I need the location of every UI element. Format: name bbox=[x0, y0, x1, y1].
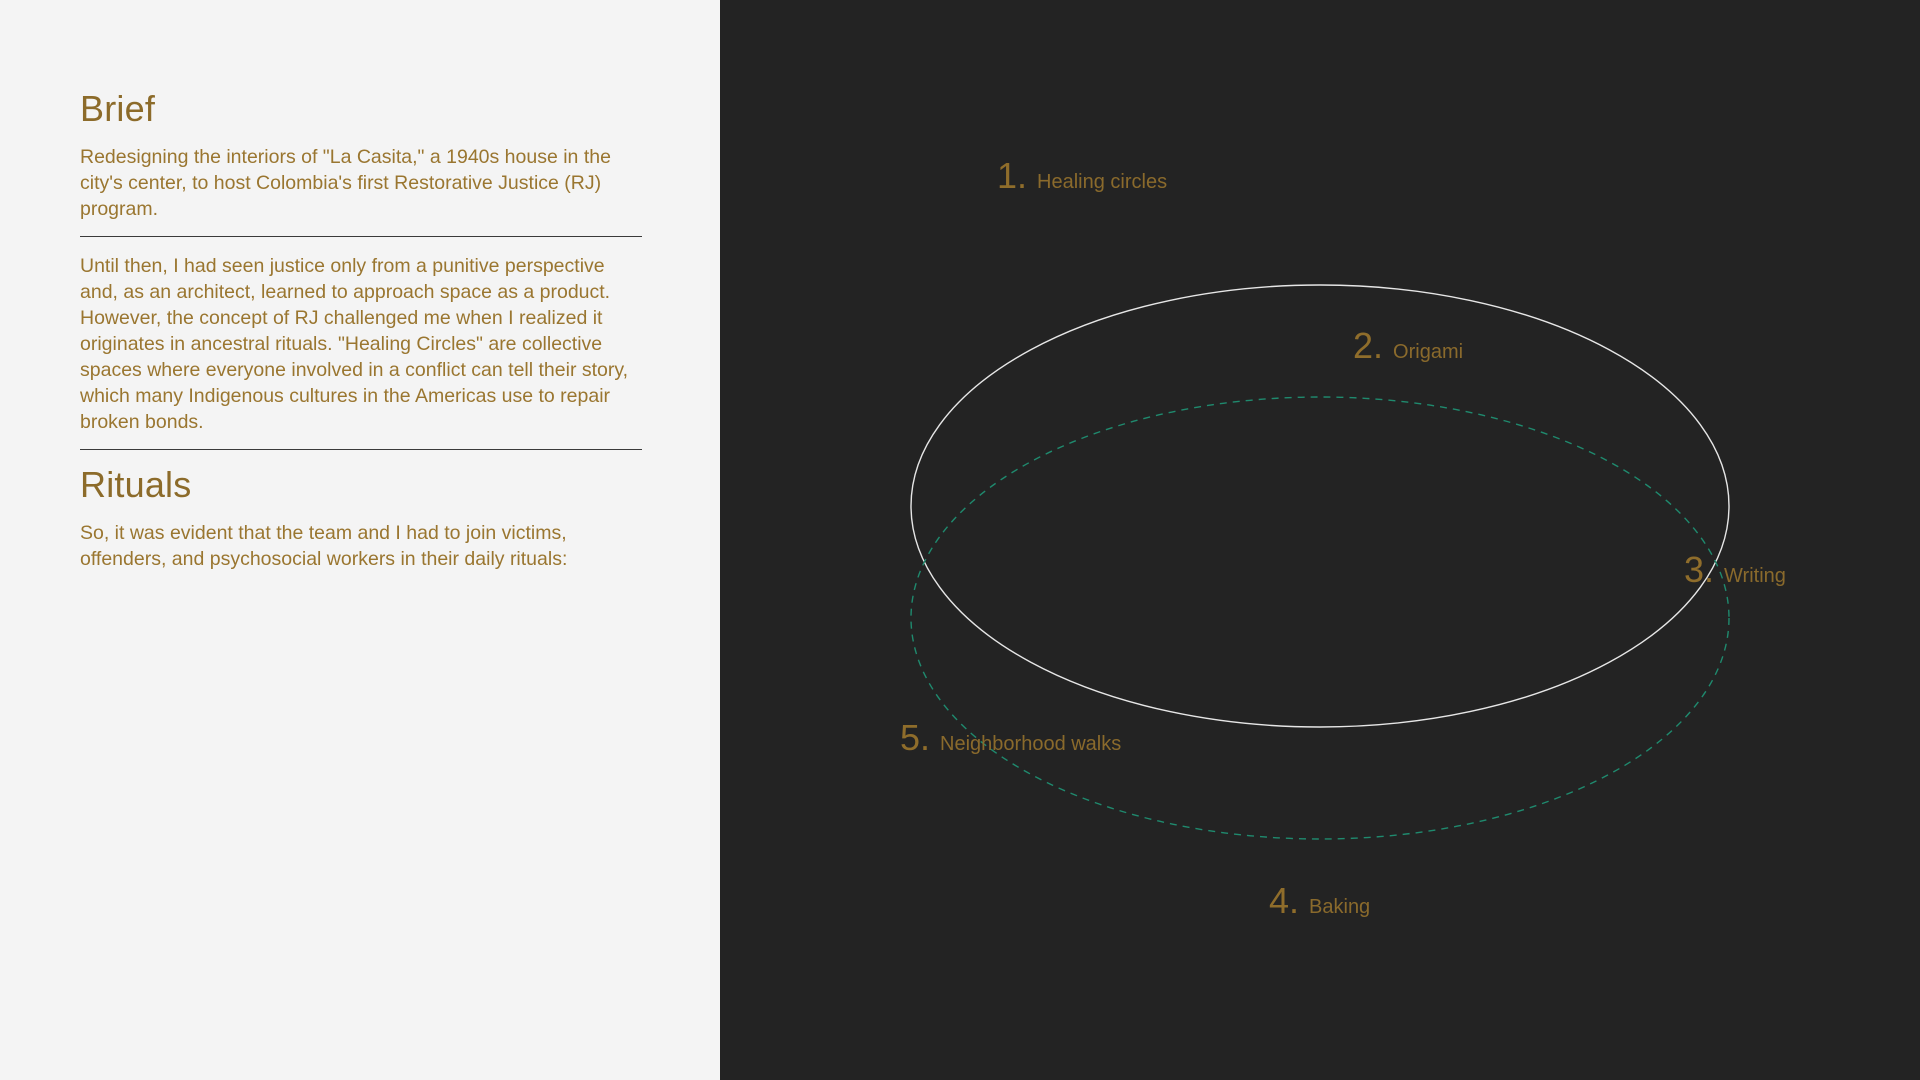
ritual-number: 4. bbox=[1269, 880, 1300, 921]
solid-ring bbox=[911, 285, 1729, 727]
brief-paragraph-2: Until then, I had seen justice only from a punitive perspective and, as an architect, learned to approach space as a product. However, the concept of RJ challenged me when I realized it originates in ancestral rituals. "Healing Circles" are collective spaces where everyone involved in a conflict can tell their story, which many Indigenous cultures in the Americas use to repair broken bonds. bbox=[80, 255, 629, 433]
ritual-label: Origami bbox=[1393, 341, 1464, 363]
rituals-paragraph: So, it was evident that the team and I had to join victims, offenders, and psychosocial workers in their daily rituals: bbox=[80, 522, 568, 570]
ritual-number: 2. bbox=[1353, 325, 1384, 366]
brief-paragraph: Redesigning the interiors of "La Casita," a 1940s house in the city's center, to host Colombia's first Restorative Justice (RJ) program. bbox=[80, 146, 611, 220]
ritual-number: 5. bbox=[900, 717, 931, 758]
ritual-item-writing bbox=[1684, 549, 1786, 591]
ritual-item-neighborhood-walks bbox=[900, 717, 1121, 759]
rituals-heading: Rituals bbox=[80, 464, 192, 505]
ritual-item-baking bbox=[1269, 880, 1370, 922]
left-text-panel bbox=[0, 0, 720, 1080]
divider bbox=[80, 449, 642, 450]
ritual-label: Neighborhood walks bbox=[940, 733, 1122, 755]
diagram-panel bbox=[720, 0, 1920, 1080]
ritual-item-origami bbox=[1353, 325, 1463, 367]
dashed-ring bbox=[911, 397, 1729, 839]
ritual-label: Baking bbox=[1309, 896, 1371, 918]
divider bbox=[80, 236, 642, 237]
brief-heading: Brief bbox=[80, 88, 156, 129]
text-content bbox=[80, 88, 642, 572]
ritual-number: 1. bbox=[997, 155, 1028, 196]
ritual-item-healing-circles bbox=[997, 155, 1167, 197]
ritual-label: Writing bbox=[1724, 565, 1786, 587]
ritual-label: Healing circles bbox=[1037, 171, 1168, 193]
ritual-number: 3. bbox=[1684, 549, 1715, 590]
